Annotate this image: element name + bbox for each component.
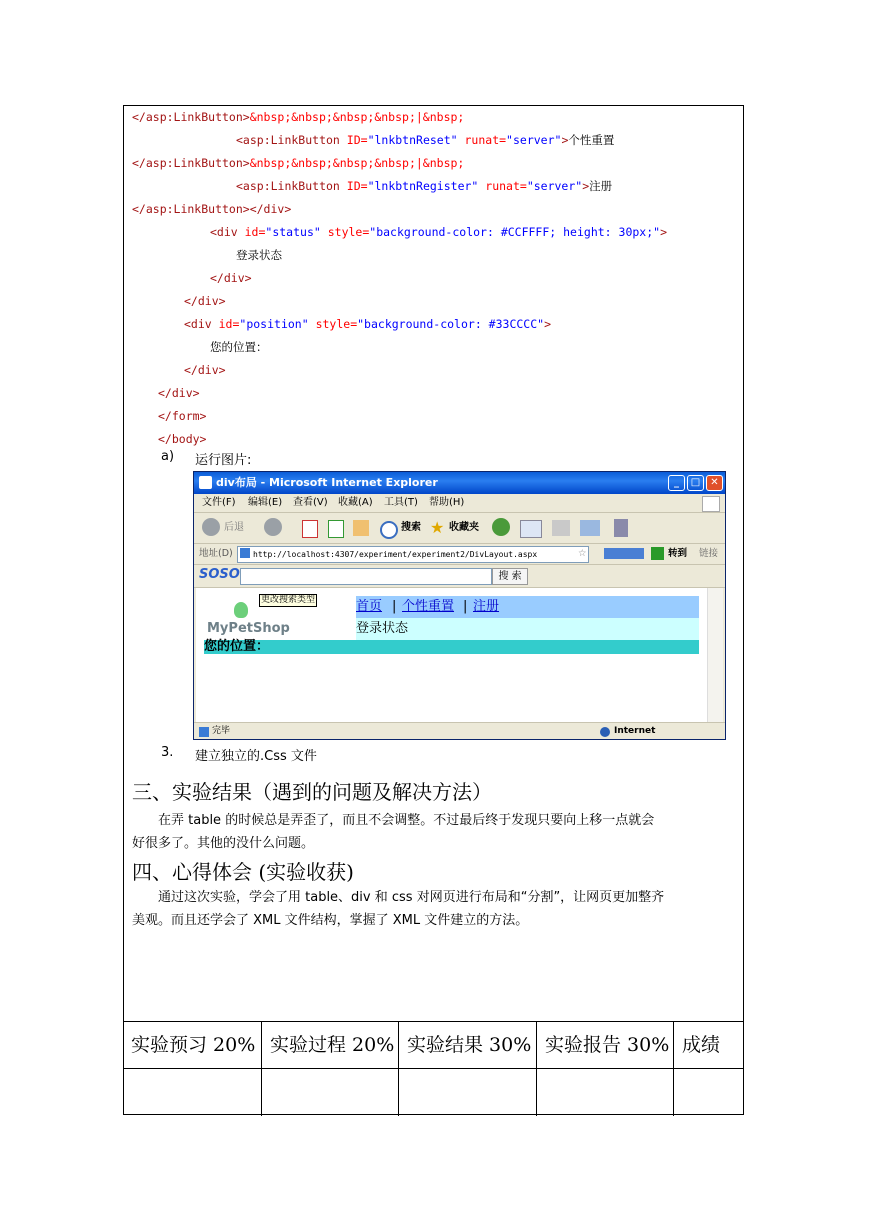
logo-text: MyPetShop (207, 621, 290, 636)
code-line (236, 244, 282, 267)
status-area (356, 618, 699, 640)
menu-file[interactable]: 文件(F) (202, 497, 236, 508)
code-token: "lnkbtnRegister" (367, 179, 479, 193)
go-icon[interactable] (651, 547, 664, 560)
code-token: style= (308, 317, 358, 331)
soso-search-button[interactable]: 搜 索 (492, 568, 528, 585)
grade-cell-preview (123, 1069, 262, 1116)
parrot-logo-icon (234, 602, 248, 618)
code-token: <div (210, 225, 245, 239)
menu-help[interactable]: 帮助(H) (429, 497, 465, 508)
menu-edit[interactable]: 编辑(E) (248, 497, 283, 508)
nav-bar (356, 596, 699, 618)
code-token: <asp:LinkButton (236, 133, 347, 147)
address-input[interactable] (237, 546, 589, 563)
internet-zone-icon (600, 727, 610, 737)
code-token: </asp:LinkButton> (132, 156, 250, 170)
menu-bar (194, 494, 725, 513)
code-token: 个性重置 (568, 133, 615, 147)
run-image-label: 运行图片: (195, 453, 252, 468)
soso-toolbar (194, 565, 725, 588)
status-done: 完毕 (212, 726, 231, 736)
section3-paragraph-line1: 在弄 table 的时候总是弄歪了，而且不会调整。不过最后终于发现只要向上移一点就会 (158, 813, 655, 828)
code-token: > (582, 179, 590, 193)
code-line (184, 313, 551, 336)
tooltip: 更改搜索类型 (261, 595, 316, 605)
code-token: </asp:LinkButton> (132, 110, 250, 124)
code-line (132, 152, 464, 175)
grade-cell-score (674, 1069, 744, 1116)
code-token: 登录状态 (236, 248, 282, 262)
grade-header-report: 实验报告 30% (537, 1022, 674, 1069)
menu-favorites[interactable]: 收藏(A) (338, 497, 373, 508)
code-token: > (544, 317, 551, 331)
page-icon (240, 548, 250, 558)
code-token: </div> (184, 294, 226, 308)
favorites-icon[interactable]: ★ (430, 518, 445, 537)
code-token: "background-color: #33CCCC" (357, 317, 545, 331)
grade-header-score: 成绩 (682, 1034, 721, 1056)
nav-home-link[interactable]: 首页 (356, 599, 383, 614)
ie-page-icon (199, 476, 212, 489)
grade-cell-result (399, 1069, 537, 1116)
back-icon[interactable] (202, 518, 220, 536)
edit-icon[interactable] (580, 520, 600, 536)
code-line (132, 198, 291, 221)
code-token: "background-color: #CCFFFF; height: 30px;" (369, 225, 661, 239)
search-label[interactable]: 搜索 (401, 522, 421, 533)
code-token: ID= (346, 179, 368, 193)
code-line (184, 290, 226, 313)
status-page-icon (199, 727, 209, 737)
grade-value-row (123, 1068, 744, 1116)
browser-title-bar (194, 472, 725, 494)
address-bar (194, 544, 725, 565)
browser-screenshot (193, 471, 726, 740)
grade-header-result: 实验结果 30% (399, 1022, 537, 1069)
vertical-scrollbar[interactable] (707, 588, 723, 722)
minimize-icon[interactable]: _ (668, 475, 685, 491)
position-bar (204, 640, 699, 654)
back-label[interactable]: 后退 (224, 522, 244, 533)
grade-table (123, 1021, 744, 1115)
code-token: > (561, 133, 569, 147)
code-line (158, 382, 200, 405)
refresh-icon[interactable] (328, 520, 344, 538)
position-text: 您的位置： (204, 639, 270, 654)
code-token: 注册 (589, 179, 613, 193)
menu-tools[interactable]: 工具(T) (384, 497, 418, 508)
code-token: &nbsp;&nbsp;&nbsp;&nbsp;|&nbsp; (249, 110, 465, 124)
messenger-icon[interactable] (614, 519, 628, 537)
mail-icon[interactable] (520, 520, 542, 538)
page-content (196, 588, 710, 722)
section3-paragraph-line2: 好很多了。其他的没什么问题。 (132, 836, 315, 851)
code-token: runat= (457, 133, 507, 147)
code-token: </body> (158, 432, 207, 446)
favorites-label[interactable]: 收藏夹 (449, 522, 479, 533)
code-line (236, 129, 614, 152)
code-token: "server" (506, 133, 562, 147)
soso-search-input[interactable] (240, 568, 492, 585)
code-line (158, 405, 206, 428)
nav-reset-link[interactable]: 个性重置 (402, 599, 455, 614)
address-label: 地址(D) (199, 548, 233, 559)
browser-title: div布局 - Microsoft Internet Explorer (216, 476, 438, 489)
grade-cell-report (537, 1069, 674, 1116)
code-token: </div> (184, 363, 226, 377)
code-token: </asp:LinkButton></div> (132, 202, 292, 216)
nav-register-link[interactable]: 注册 (473, 599, 500, 614)
code-token: > (660, 225, 667, 239)
list-marker-3: 3. (161, 745, 174, 760)
stop-icon[interactable] (302, 520, 318, 538)
code-token: "status" (265, 225, 321, 239)
code-token: style= (320, 225, 370, 239)
links-label[interactable]: 链接 (699, 548, 719, 559)
go-label[interactable]: 转到 (668, 548, 688, 559)
code-token: id= (218, 317, 240, 331)
soso-logo: SOSO (199, 567, 240, 582)
menu-view[interactable]: 查看(V) (293, 497, 328, 508)
address-value: http://localhost:4307/experiment/experiment2/DivLayout.aspx (253, 550, 538, 559)
grade-cell-process (262, 1069, 399, 1116)
address-tools-icon[interactable] (604, 548, 644, 559)
grade-header-preview: 实验预习 20% (123, 1022, 262, 1069)
nav-separator-2: | (463, 599, 468, 614)
history-icon[interactable] (492, 518, 510, 536)
windows-logo-icon (702, 496, 720, 512)
status-bar (194, 722, 725, 740)
zone-label: Internet (614, 726, 656, 736)
section4-heading: 四、心得体会 (实验收获) (132, 860, 354, 884)
code-token: id= (244, 225, 266, 239)
code-token: </div> (158, 386, 200, 400)
code-line (184, 359, 226, 382)
section4-paragraph-line1: 通过这次实验，学会了用 table、div 和 css 对网页进行布局和“分割”，让网页更加整齐 (158, 890, 665, 905)
code-line (210, 221, 667, 244)
search-icon[interactable] (380, 521, 398, 539)
code-line (158, 428, 206, 451)
status-text: 登录状态 (356, 621, 409, 636)
code-token: <asp:LinkButton (236, 179, 347, 193)
close-icon[interactable]: ✕ (706, 475, 723, 491)
code-token: "server" (526, 179, 583, 193)
code-token: ID= (346, 133, 368, 147)
code-token: "lnkbtnReset" (367, 133, 458, 147)
code-line (132, 106, 464, 129)
code-line (236, 175, 612, 198)
code-token: runat= (478, 179, 527, 193)
code-token: </form> (158, 409, 207, 423)
grade-header-process: 实验过程 20% (262, 1022, 399, 1069)
section3-heading: 三、实验结果（遇到的问题及解决方法） (132, 780, 492, 804)
code-line (210, 267, 252, 290)
list-marker-a: a) (161, 449, 175, 464)
css-file-item: 建立独立的.Css 文件 (195, 749, 317, 764)
code-token: 您的位置： (210, 340, 268, 354)
forward-icon[interactable] (264, 518, 282, 536)
star-icon[interactable]: ☆ (578, 548, 587, 559)
code-token: </div> (210, 271, 252, 285)
maximize-icon[interactable]: □ (687, 475, 704, 491)
code-token: "position" (239, 317, 309, 331)
toolbar (194, 513, 725, 544)
home-icon[interactable] (353, 520, 369, 536)
code-token: &nbsp;&nbsp;&nbsp;&nbsp;|&nbsp; (249, 156, 465, 170)
grade-header-row (123, 1021, 744, 1069)
code-token: <div (184, 317, 219, 331)
nav-separator-1: | (392, 599, 397, 614)
code-line (210, 336, 268, 359)
section4-paragraph-line2: 美观。而且还学会了 XML 文件结构，掌握了 XML 文件建立的方法。 (132, 913, 529, 928)
print-icon[interactable] (552, 520, 570, 536)
